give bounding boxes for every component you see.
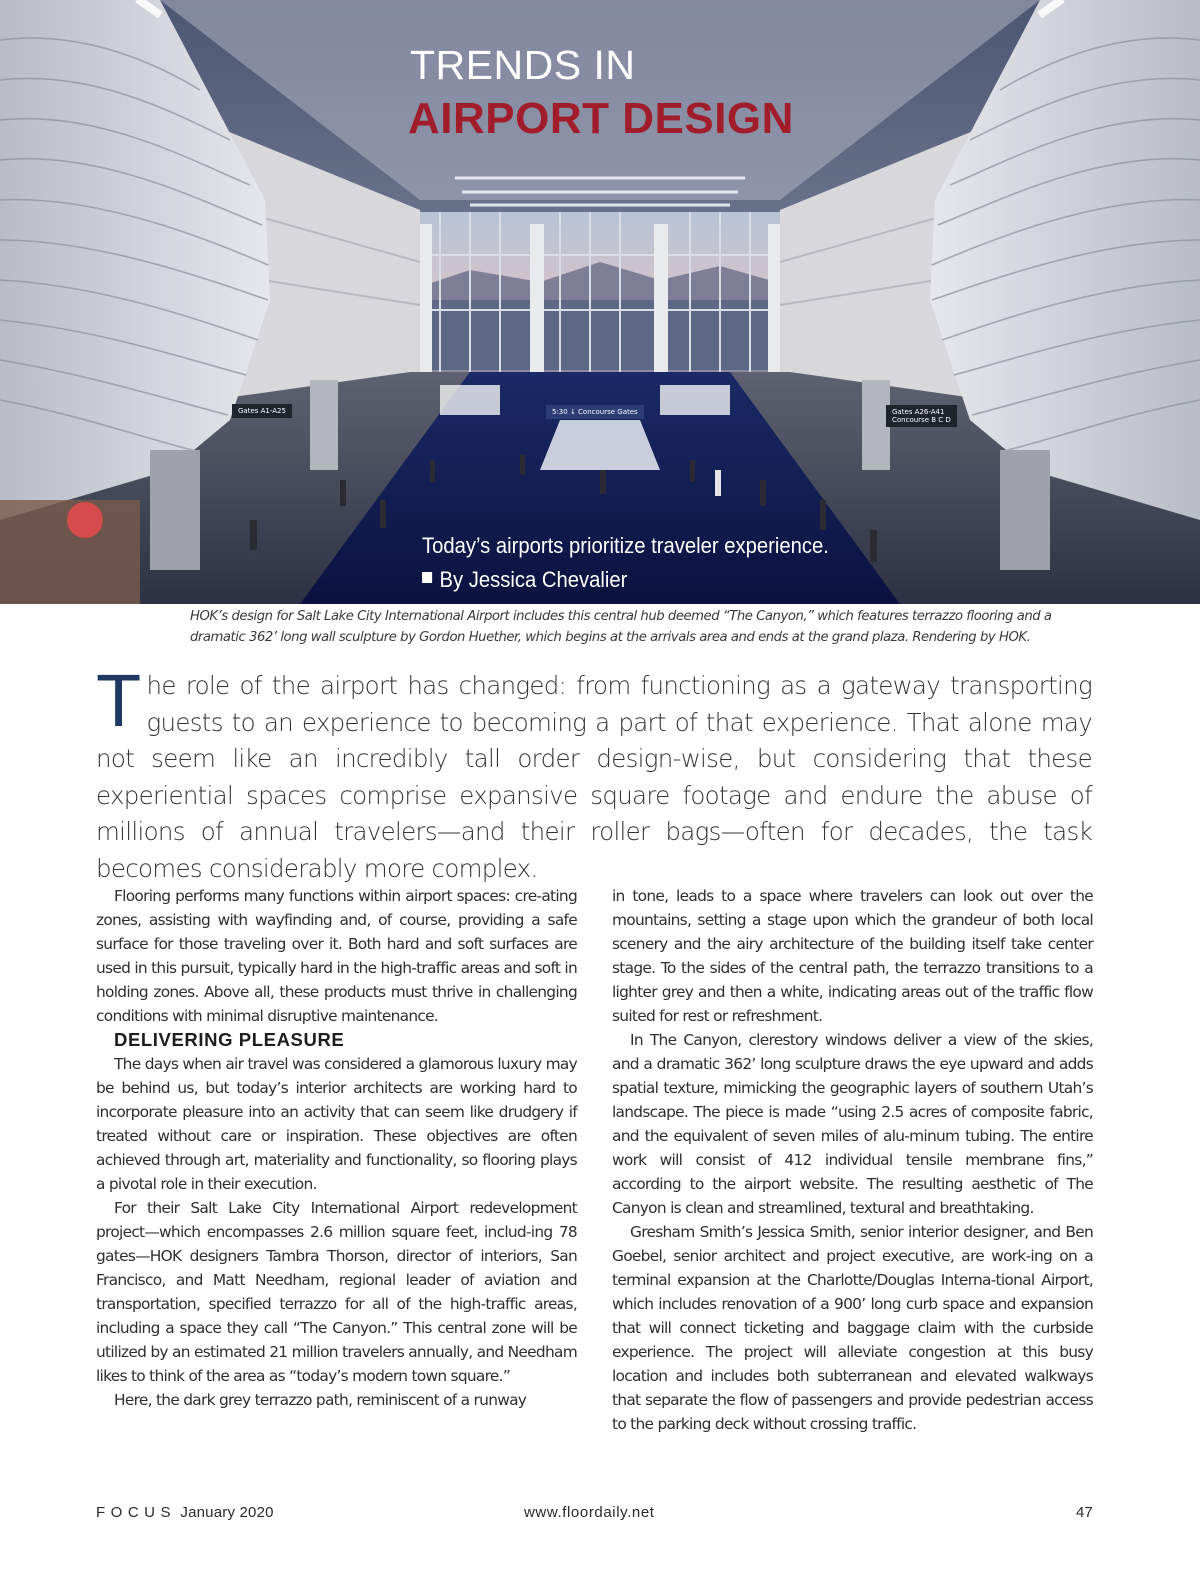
- gates-left-sign-label: Gates A1-A25: [238, 407, 286, 415]
- issue-date: January 2020: [180, 1504, 274, 1521]
- gates-right-sign: [886, 405, 957, 427]
- byline: [422, 567, 627, 593]
- section-subhead: DELIVERING PLEASURE: [114, 1029, 345, 1050]
- hero-illustration: [0, 0, 1200, 604]
- body-paragraph: The days when air travel was considered a glamorous luxury may be behind us, but today’s interior architects are working hard to incorporate pleasure into an activity that can seem like drudgery if treated without care or inspiration. These objectives are often achieved through art, materiality and functionality, so flooring plays a pivotal role in their execution.: [96, 1055, 577, 1193]
- body-paragraph: For their Salt Lake City International Airport redevelopment project—which encompasses 2.6 million square feet, includ-ing 78 gates—HOK designers Tambra Thorson, director of interiors, San Francisco, and Matt Needham, regional leader of aviation and transportation, specified terrazzo for all of the high-traffic areas, including a space they call “The Canyon.” This central zone will be utilized by an estimated 21 million travelers annually, and Needham likes to think of the area as “today’s modern town square.”: [96, 1199, 577, 1385]
- body-paragraph: Gresham Smith’s Jessica Smith, senior interior designer, and Ben Goebel, senior architect and project executive, are work-ing on a terminal expansion at the Charlotte/Douglas Interna-tional Airport, which includes renovation of a 900’ long curb space and expansion that will connect ticketing and baggage claim with the curbside experience. The project will alleviate congestion at this busy location and includes both subterranean and elevated walkways that separate the flow of passengers and provide pedestrian access to the parking deck without crossing traffic.: [612, 1223, 1093, 1433]
- footer-publication: [96, 1504, 274, 1521]
- body-paragraph: Flooring performs many functions within airport spaces: cre-ating zones, assisting with wayfinding and, of course, providing a safe surface for those traveling over it. Both hard and soft surfaces are used in this pursuit, typically hard in the high-traffic areas and soft in holding zones. Above all, these products must thrive in challenging conditions with minimal disruptive maintenance.: [96, 887, 577, 1025]
- body-paragraph: in tone, leads to a space where travelers can look out over the mountains, setting a stage upon which the grandeur of both local scenery and the airy architecture of the building itself take center stage. To the sides of the central path, the terrazzo transitions to a lighter grey and then a white, indicating areas out of the traffic flow suited for rest or refreshment.: [612, 887, 1093, 1025]
- footer-website[interactable]: www.floordaily.net: [524, 1504, 655, 1521]
- body-column-left: [96, 884, 577, 1412]
- gates-right-sign-sub: Concourse B C D: [892, 416, 951, 424]
- body-column-right: [612, 884, 1093, 1436]
- lead-text: he role of the airport has changed: from functioning as a gateway transporting guests to an experience to becoming a part of that experience. That alone may not seem like an incredibly tall order design-wise, but considering that these experiential spaces comprise expansive square footage and endure the abuse of millions of annual travelers—and their roller bags—often for decades, the task becomes considerably more complex.: [96, 671, 1092, 883]
- gates-right-sign-label: Gates A26-A41: [892, 408, 945, 416]
- body-paragraph: Here, the dark grey terrazzo path, reminiscent of a runway: [114, 1391, 527, 1409]
- concourse-sign: [546, 405, 644, 419]
- publication-name: FOCUS: [96, 1504, 176, 1521]
- body-paragraph: In The Canyon, clerestory windows deliver a view of the skies, and a dramatic 362’ long sculpture draws the eye upward and adds spatial texture, mimicking the geographic layers of southern Utah’s landscape. The piece is made “using 2.5 acres of composite fabric, and the equivalent of seven miles of alu-minum tubing. The entire work will consist of 412 individual tensile membrane fins,” according to the airport website. The resulting aesthetic of The Canyon is clean and streamlined, textural and breathtaking.: [612, 1031, 1093, 1217]
- byline-text: By Jessica Chevalier: [439, 567, 628, 592]
- page-number: 47: [1076, 1504, 1093, 1521]
- title-line-1: TRENDS IN: [410, 42, 636, 88]
- title-line-2: AIRPORT DESIGN: [408, 94, 794, 143]
- hero-subtitle: Today’s airports prioritize traveler experience.: [422, 533, 829, 558]
- image-caption: HOK’s design for Salt Lake City International Airport includes this central hub deemed “The Canyon,” which features terrazzo flooring and a dramatic 362’ long wall sculpture by Gordon Huether, which begins at the arrivals area and ends at the grand plaza. Rendering by HOK.: [190, 609, 1052, 645]
- gates-left-sign: [232, 404, 292, 418]
- concourse-sign-label: 5:30 ↓ Concourse Gates: [552, 408, 638, 416]
- terminal-rendering-image: [0, 0, 1200, 604]
- lead-paragraph: [96, 659, 1092, 887]
- bullet-square-icon: [422, 572, 432, 583]
- drop-cap: T: [96, 659, 141, 742]
